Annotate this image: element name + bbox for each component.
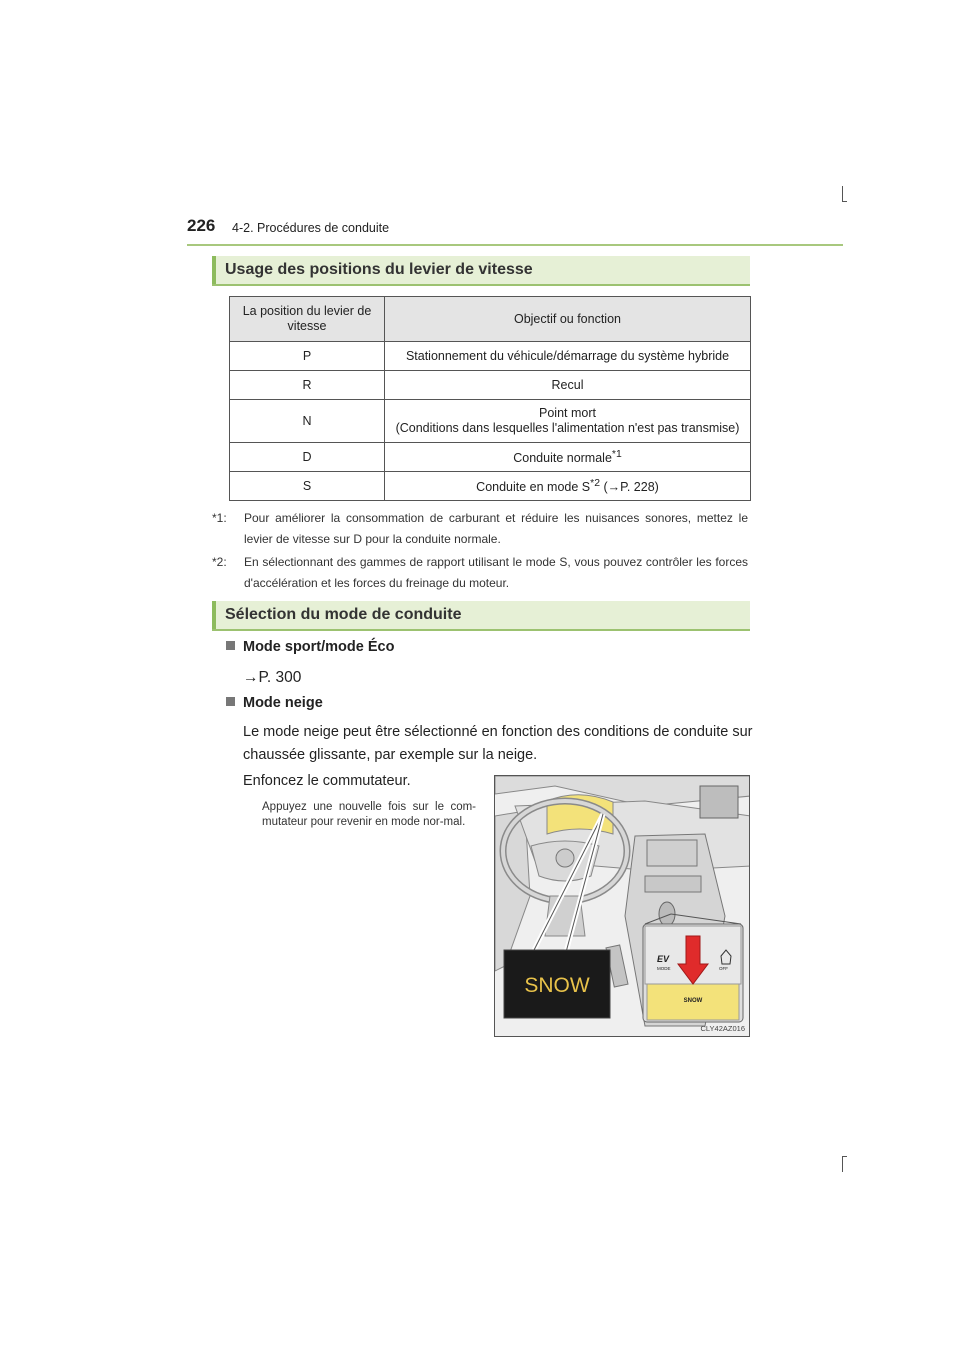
crop-mark <box>842 201 847 202</box>
table-row <box>230 443 751 472</box>
off-label: OFF <box>719 966 728 971</box>
crop-mark <box>842 1156 847 1157</box>
section-bar <box>212 256 216 284</box>
cell-position: R <box>230 371 385 400</box>
ev-mode-sublabel: MODE <box>657 966 671 971</box>
section-bar <box>212 601 216 629</box>
footnote <box>212 552 748 594</box>
dashboard-illustration-svg <box>495 776 750 1037</box>
table-row <box>230 371 751 400</box>
table-row <box>230 342 751 371</box>
footnote <box>212 508 748 550</box>
figure-code: CLY42AZ016 <box>700 1024 745 1033</box>
shift-position-table <box>229 296 751 501</box>
cell-position: P <box>230 342 385 371</box>
page-reference: (→P. 228) <box>599 480 659 495</box>
footnote-ref: *1 <box>611 448 622 460</box>
footnote-text: En sélectionnant des gammes de rapport utilisant le mode S, vous pouvez contrôler les forces d'accélération et les forces du freinage du moteur. <box>244 555 748 590</box>
cell-position: D <box>230 443 385 472</box>
cell-function: Stationnement du véhicule/démarrage du système hybride <box>385 342 751 371</box>
cell-function: Point mort (Conditions dans lesquelles l'alimentation n'est pas transmise) <box>385 400 751 443</box>
chapter-title: 4-2. Procédures de conduite <box>232 221 390 235</box>
cell-position: S <box>230 472 385 501</box>
square-bullet-icon <box>226 641 235 650</box>
section-heading-shift-positions <box>212 256 750 286</box>
table-header-row <box>230 297 751 342</box>
footnote-ref: *2 <box>590 477 600 489</box>
page-number: 226 <box>187 216 216 235</box>
table-row <box>230 400 751 443</box>
footnote-marker: *2: <box>212 555 227 569</box>
section-title: Sélection du mode de conduite <box>225 606 462 623</box>
footnote-text: Pour améliorer la consommation de carburant et réduire les nuisances sonores, mettez le levier de vitesse sur D pour la conduite normale. <box>244 511 748 546</box>
snow-instruction: Enfoncez le commutateur. <box>243 773 411 789</box>
snow-description: Le mode neige peut être sélectionné en fonction des conditions de conduite sur chaussée glissante, par exemple sur la neige. <box>243 724 753 763</box>
column-header-position: La position du levier de vitesse <box>230 297 385 342</box>
cell-function: Recul <box>385 371 751 400</box>
section-heading-drive-mode <box>212 601 750 631</box>
snow-button-label: SNOW <box>683 998 703 1004</box>
header-rule <box>187 244 843 246</box>
snow-display-text: SNOW <box>524 974 590 997</box>
page-reference: →P. 300 <box>243 669 302 686</box>
cell-function: Conduite en mode $S^{*2}$ (→P. 228) <box>385 472 751 501</box>
cell-function: Conduite normale$^{*1}$ <box>385 443 751 472</box>
cell-position: N <box>230 400 385 443</box>
subheading-sport-eco: Mode sport/mode Éco <box>226 639 394 655</box>
crop-mark <box>842 1156 843 1172</box>
dashboard-illustration <box>494 775 750 1037</box>
ev-mode-label: EV <box>657 954 670 964</box>
section-title: Usage des positions du levier de vitesse <box>225 261 533 278</box>
square-bullet-icon <box>226 697 235 706</box>
snow-note: Appuyez une nouvelle fois sur le com-mutateur pour revenir en mode nor-mal. <box>262 801 476 828</box>
footnote-marker: *1: <box>212 511 227 525</box>
table-row <box>230 472 751 501</box>
column-header-function: Objectif ou fonction <box>385 297 751 342</box>
crop-mark <box>842 186 843 202</box>
subheading-snow: Mode neige <box>226 695 323 711</box>
